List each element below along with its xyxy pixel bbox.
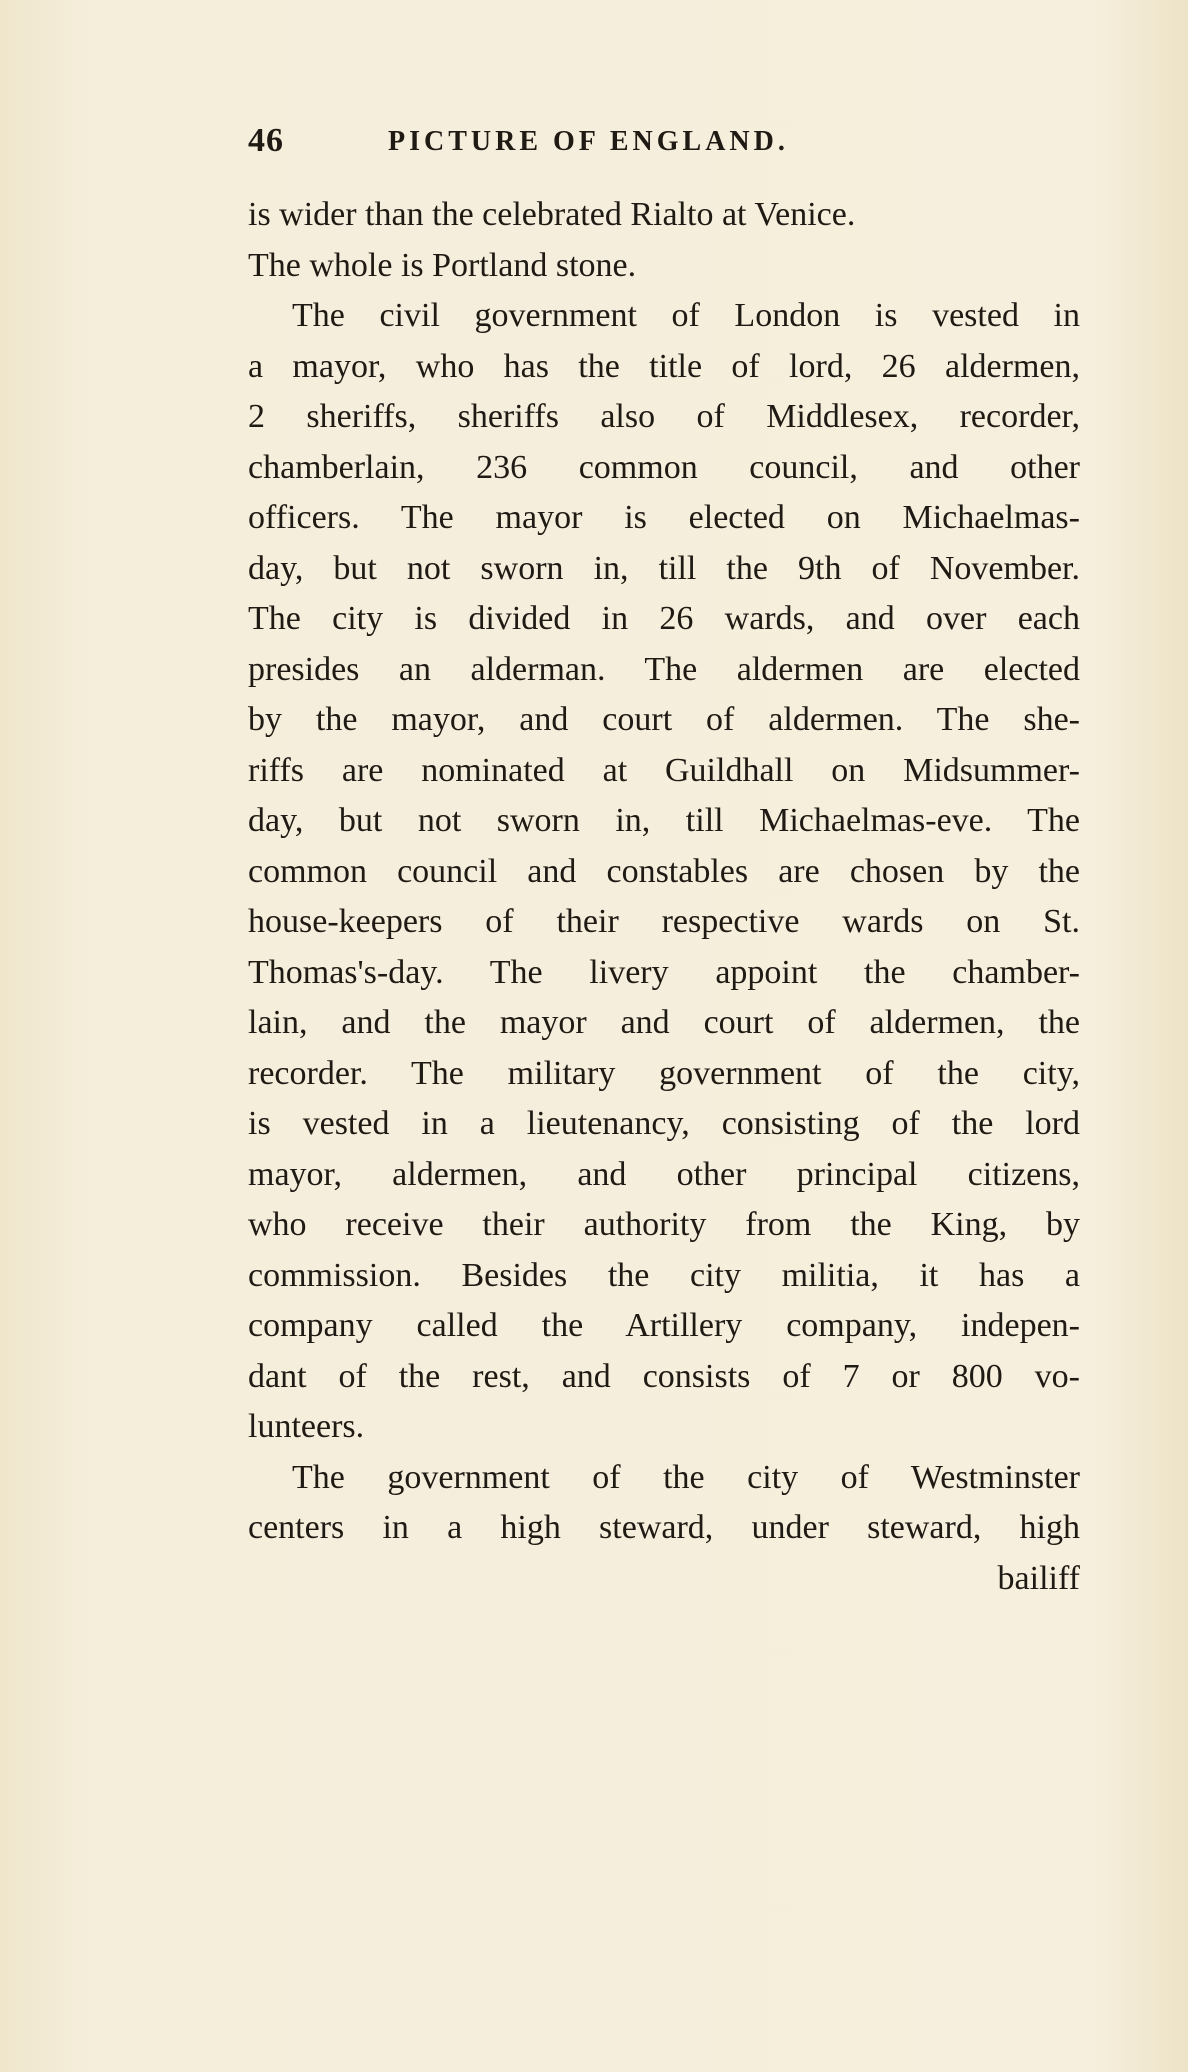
text-line: The city is divided in 26 wards, and over each <box>248 600 1080 637</box>
text-line: Thomas's-day. The livery appoint the chamber- <box>248 953 1080 991</box>
text-line: common council and constables are chosen by the <box>248 852 1080 890</box>
text-line: by the mayor, and court of aldermen. The she- <box>248 701 1080 738</box>
text-line: centers in a high steward, under steward, high <box>248 1509 1080 1546</box>
page-number: 46 <box>248 122 284 159</box>
text-line: is vested in a lieutenancy, consisting of the lord <box>248 1105 1080 1142</box>
paragraph-start-line: The civil government of London is vested in <box>292 297 1080 334</box>
text-line: presides an alderman. The aldermen are elected <box>248 650 1080 688</box>
text-line: house-keepers of their respective wards on St. <box>248 903 1080 940</box>
text-line: riffs are nominated at Guildhall on Midsummer- <box>248 751 1080 789</box>
paragraph-start-line: The government of the city of Westminster <box>292 1458 1080 1496</box>
text-line: mayor, aldermen, and other principal citizens, <box>248 1155 1080 1193</box>
text-line: a mayor, who has the title of lord, 26 aldermen, <box>248 347 1080 385</box>
text-line: who receive their authority from the King, by <box>248 1206 1080 1243</box>
text-line: dant of the rest, and consists of 7 or 800 vo- <box>248 1357 1080 1395</box>
text-line: is wider than the celebrated Rialto at Venice. <box>248 196 856 233</box>
body-text <box>248 190 1080 1604</box>
text-line: recorder. The military government of the city, <box>248 1054 1080 1092</box>
text-line: lunteers. <box>248 1408 365 1445</box>
page-header <box>248 122 968 166</box>
text-line: day, but not sworn in, till the 9th of November. <box>248 549 1080 587</box>
text-line: commission. Besides the city militia, it has a <box>248 1256 1080 1294</box>
text-line: chamberlain, 236 common council, and other <box>248 448 1080 486</box>
catchword: bailiff <box>997 1559 1080 1597</box>
text-line: The whole is Portland stone. <box>248 246 637 284</box>
text-line: officers. The mayor is elected on Michaelmas- <box>248 499 1080 536</box>
text-line: 2 sheriffs, sheriffs also of Middlesex, recorder, <box>248 398 1080 435</box>
text-line: company called the Artillery company, indepen- <box>248 1307 1080 1344</box>
running-head: PICTURE OF ENGLAND. <box>388 126 789 157</box>
text-line: day, but not sworn in, till Michaelmas-eve. The <box>248 802 1080 839</box>
text-line: lain, and the mayor and court of aldermen, the <box>248 1004 1080 1041</box>
